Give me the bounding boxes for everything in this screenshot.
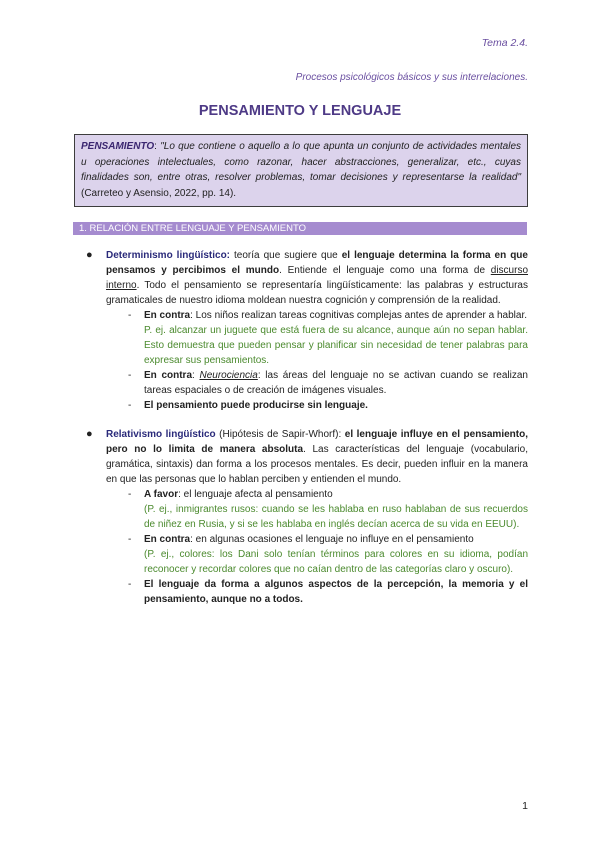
determinismo-text: teoría que sugiere que [230,250,342,261]
sub-item [74,398,528,413]
dash-marker: - [128,579,132,590]
sub-item-sep: : [192,370,200,381]
dash-marker: - [128,310,132,321]
determinismo-text: . Todo el pensamiento se representaría lingüísticamente: las palabras y estructuras gramaticales de nuestro idioma moldean nuestra cognición y comprensión de la realidad. [106,280,528,306]
page-number: 1 [522,800,528,812]
topic-number: Tema 2.4. [481,37,528,49]
section-content [74,248,528,607]
definition-box [74,134,528,207]
page-title: PENSAMIENTO Y LENGUAJE [198,103,402,119]
sub-item-text: : Los niños realizan tareas cognitivas complejas antes de aprender a hablar. [190,310,527,321]
sub-item [74,532,528,577]
sub-item [74,577,528,607]
determinismo-text: . Entiende el lenguaje como una forma de [279,265,491,276]
sub-item-text: : en algunas ocasiones el lenguaje no influye en el pensamiento [190,534,474,545]
topic-subtitle: Procesos psicológicos básicos y sus interrelaciones. [295,72,528,83]
dash-marker: - [128,534,132,545]
definition-term: PENSAMIENTO [81,141,155,152]
sub-item-text: : las áreas del lenguaje no se activan cuando se realizan tareas espaciales o de creación de imágenes visuales. [144,370,528,396]
sub-item-label: En contra [144,534,191,545]
relativismo-text: . Las características del lenguaje (vocabulario, gramática, sintaxis) dan forma a los procesos mentales. Es decir, pueden influir en la manera en que las personas que lo hablan perciben y entienden el mundo. [106,444,528,485]
example-text: (P. ej., colores: los Dani solo tenían términos para colores en su idioma, podían reconocer y recordar colores que no caían dentro de las categorías claro y oscuro). [144,549,528,575]
relativismo-lead: Relativismo lingüístico [106,429,216,440]
definition-colon: : [154,141,161,152]
definition-citation: (Carreteo y Asensio, 2022, pp. 14). [81,187,237,199]
discurso-interno-underline: discurso interno [106,265,529,291]
determinismo-lead: Determinismo lingüístico: [106,250,231,261]
example-text: (P. ej., inmigrantes rusos: cuando se les hablaba en ruso hablaban de sus recuerdos de niñez en Rusia, y si se les hablaba en inglés decían acerca de su vida en EEUU). [144,504,528,530]
neurociencia-link: Neurociencia [199,370,258,381]
sub-item [74,487,528,532]
section-heading: 1. RELACIÓN ENTRE LENGUAJE Y PENSAMIENTO [73,222,527,235]
relativismo-text: (Hipótesis de Sapir-Whorf): [215,429,345,440]
dash-marker: - [128,370,132,381]
determinismo-bold: el lenguaje determina la forma en que pensamos y percibimos el mundo [106,250,528,276]
relativismo-bold: el lenguaje influye en el pensamiento, pero no lo limita de manera absoluta [106,429,528,455]
sub-item-conclusion: El lenguaje da forma a algunos aspectos de la percepción, la memoria y el pensamiento, aunque no a todos. [144,579,528,605]
sub-item-label: En contra [144,310,191,321]
dash-marker: - [128,400,132,411]
sub-item [74,308,528,368]
definition-quote: "Lo que contiene o aquello a lo que apunta un conjunto de actividades mentales u operaciones intelectuales, como razonar, hacer abstracciones, generalizar, etc., cuyas finalidades son, entre otras, resolver problemas, tomar decisiones y representarse la realidad" [81,141,522,183]
spacer [74,413,528,427]
dash-marker: - [128,489,132,500]
bullet-dot: ● [86,249,93,261]
example-text: P. ej. alcanzar un juguete que está fuera de su alcance, aunque aún no sepan hablar. Esto demuestra que pueden pensar y planificar sin necesidad de tener palabras para expresar sus pensamientos. [144,325,528,366]
sub-item-conclusion: El pensamiento puede producirse sin lenguaje. [144,400,368,411]
bullet-relativismo [74,427,528,487]
sub-item [74,368,528,398]
sub-item-label: A favor [144,489,179,500]
bullet-determinismo [74,248,528,308]
bullet-dot: ● [86,428,93,440]
sub-item-text: : el lenguaje afecta al pensamiento [178,489,333,500]
sub-item-label: En contra [144,370,193,381]
